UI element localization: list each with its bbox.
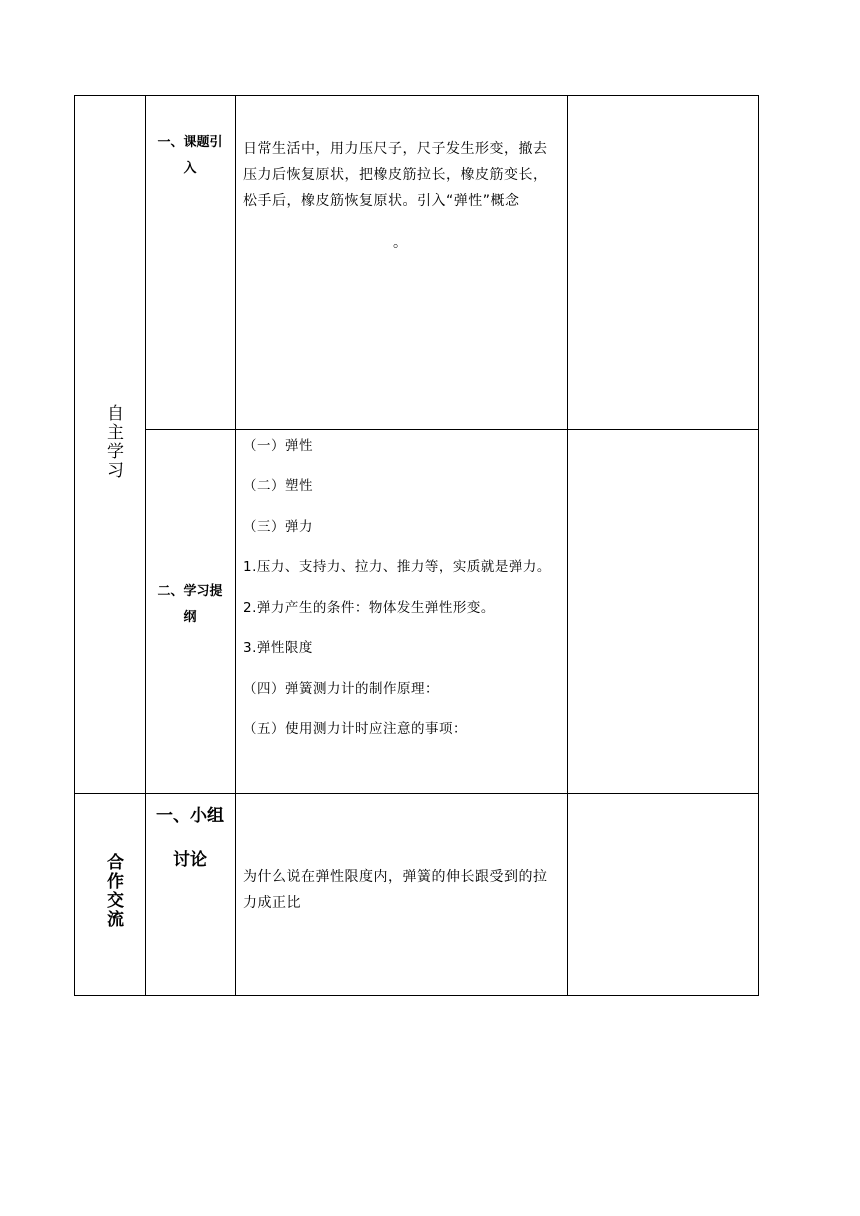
outline-label-line1: 二、学习提 [157,584,223,599]
outline-item: （三）弹力 [243,519,313,535]
table-row-line-1 [145,429,759,430]
outline-item: 3.弹性限度 [243,640,313,656]
table-col-line-2 [235,95,236,996]
intro-content [243,136,563,214]
outline-item: 2.弹力产生的条件：物体发生弹性形变。 [243,600,495,616]
group-discussion-label-line2: 讨论 [173,850,207,870]
intro-content-line: 松手后，橡皮筋恢复原状。引入“弹性”概念 [243,193,520,209]
group-discussion-label-line1: 一、小组 [156,806,224,826]
intro-trailing-mark: 。 [393,235,408,251]
intro-label-line2: 入 [183,161,197,176]
group-discussion-label [148,794,232,882]
group-discussion-line: 为什么说在弹性限度内，弹簧的伸长跟受到的拉 [243,869,548,885]
intro-content-line: 压力后恢复原状，把橡皮筋拉长，橡皮筋变长， [243,167,548,183]
intro-content-line: 日常生活中，用力压尺子，尺子发生形变，撤去 [243,141,548,157]
outline-item: （二）塑性 [243,478,313,494]
table-border-top [74,95,759,96]
intro-label [148,130,232,182]
outline-item: （五）使用测力计时应注意的事项： [243,721,467,737]
outline-label-line2: 纲 [183,610,197,625]
outline-label [148,579,232,631]
table-col-line-3 [567,95,568,996]
outline-item: （四）弹簧测力计的制作原理： [243,681,439,697]
group-discussion-line: 力成正比 [243,895,301,911]
section-title-cooperation: 合作交流 [103,853,123,929]
section-title-self-study: 自主学习 [103,404,123,480]
table-col-line-1 [145,95,146,996]
table-border-bottom [74,995,759,996]
group-discussion-content [243,864,563,916]
table-border-right [758,95,759,996]
outline-item: （一）弹性 [243,438,313,454]
outline-item: 1.压力、支持力、拉力、推力等，实质就是弹力。 [243,559,551,575]
table-border-left [74,95,75,996]
intro-label-line1: 一、课题引 [157,135,223,150]
